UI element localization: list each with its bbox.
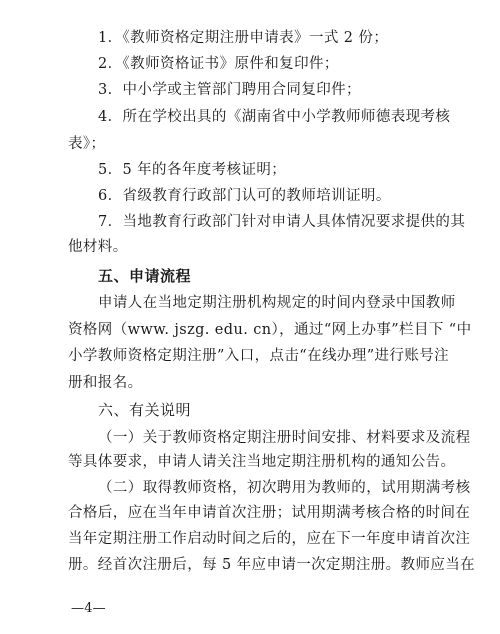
paragraph-line: 当年定期注册工作启动时间之后的，应在下一年度申请首次注 bbox=[68, 531, 471, 547]
paragraph-line: 资格网（www. jszg. edu. cn），通过“网上办事”栏目下 “中 bbox=[68, 322, 472, 338]
list-item-4-line-1: 4．所在学校出具的《湖南省中小学教师师德表现考核 bbox=[98, 109, 451, 125]
paragraph-line: 等具体要求，申请人请关注当地定期注册机构的通知公告。 bbox=[68, 454, 456, 470]
page-number: —4— bbox=[71, 601, 106, 616]
list-item-1: 1．《教师资格定期注册申请表》一式 2 份； bbox=[98, 30, 389, 46]
list-item-2: 2．《教师资格证书》原件和复印件； bbox=[98, 56, 339, 72]
paragraph-line: 册。经首次注册后，每 5 年应申请一次定期注册。教师应当在 bbox=[68, 557, 476, 573]
paragraph-line: （二）取得教师资格，初次聘用为教师的，试用期满考核 bbox=[98, 480, 471, 496]
list-item-3: 3．中小学或主管部门聘用合同复印件； bbox=[98, 82, 361, 98]
list-item-4-line-2: 表》； bbox=[68, 136, 106, 152]
list-item-5: 5．5 年的各年度考核证明； bbox=[98, 162, 287, 178]
paragraph-line: 册和报名。 bbox=[68, 375, 143, 391]
section-heading-application-process: 五、申请流程 bbox=[98, 267, 192, 285]
list-item-7-line-2: 他材料。 bbox=[68, 239, 128, 255]
paragraph-line: 申请人在当地定期注册机构规定的时间内登录中国教师 bbox=[98, 295, 456, 311]
paragraph-line: 合格后，应在当年申请首次注册；试用期满考核合格的时间在 bbox=[68, 505, 471, 521]
list-item-7-line-1: 7．当地教育行政部门针对申请人具体情况要求提供的其 bbox=[98, 214, 466, 230]
paragraph-line: 小学教师资格定期注册”入口，点击“在线办理”进行账号注 bbox=[68, 348, 450, 364]
list-item-6: 6．省级教育行政部门认可的教师培训证明。 bbox=[98, 188, 391, 204]
section-heading-notes: 六、有关说明 bbox=[98, 401, 192, 419]
paragraph-line: （一）关于教师资格定期注册时间安排、材料要求及流程 bbox=[98, 430, 471, 446]
